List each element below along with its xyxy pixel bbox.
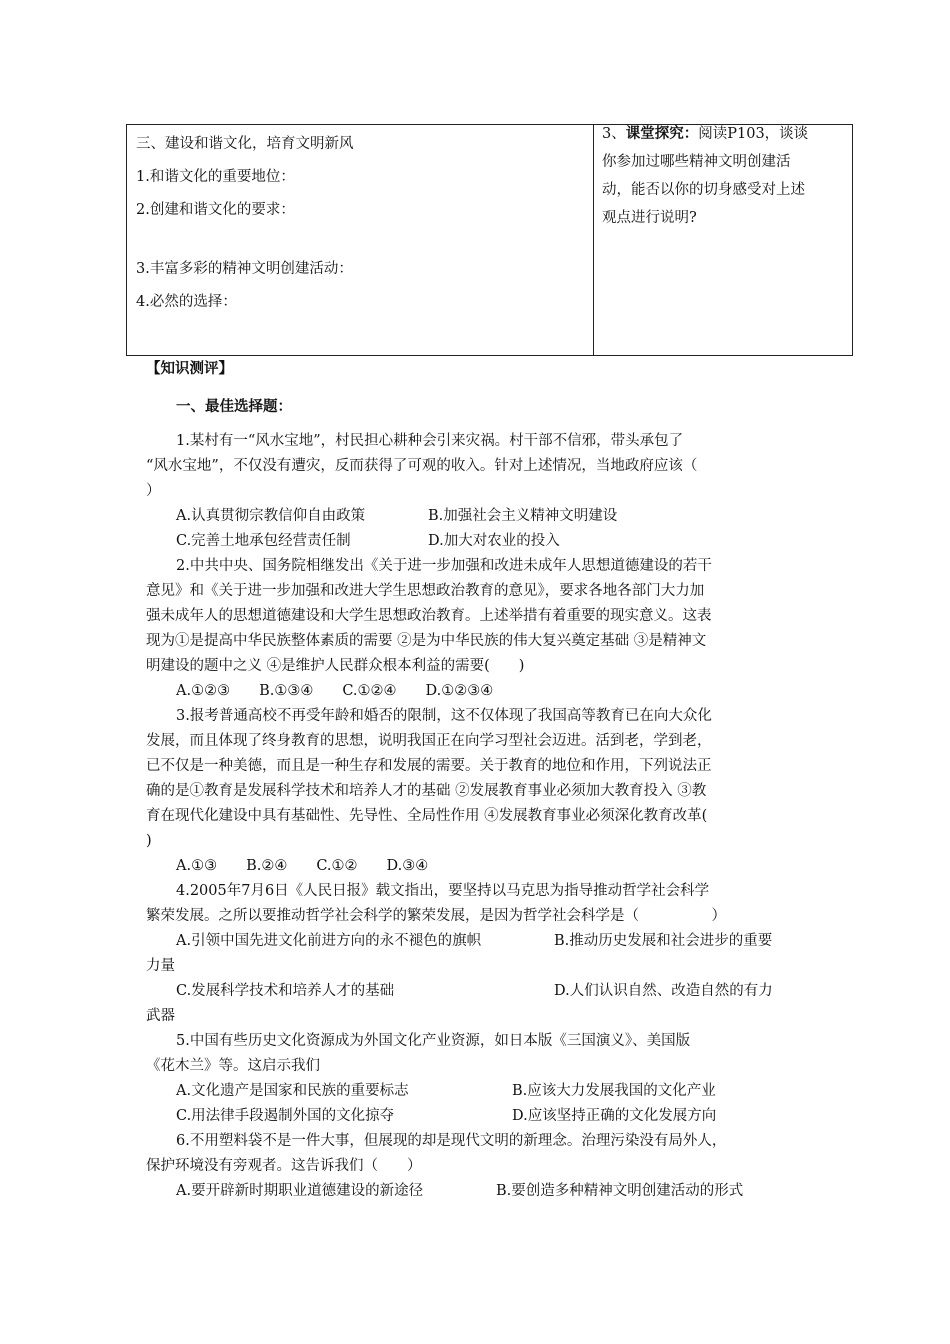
question-line: 意见》和《关于进一步加强和改进大学生思想政治教育的意见》，要求各地各部门大力加 — [146, 583, 705, 599]
question-line: 已不仅是一种美德，而且是一种生存和发展的需要。关于教育的地位和作用，下列说法正 — [146, 758, 712, 774]
question-line: “风水宝地”，不仅没有遭灾，反而获得了可观的收入。针对上述情况，当地政府应该（ — [146, 458, 698, 474]
question-line: ) — [146, 833, 152, 849]
notes-left-cell — [127, 125, 594, 356]
question-line: 繁荣发展。之所以要推动哲学社会科学的繁荣发展，是因为哲学社会科学是（ ） — [146, 908, 726, 924]
option-line: C.用法律手段遏制外国的文化掠夺 — [176, 1108, 395, 1124]
option-line: 武器 — [146, 1008, 175, 1024]
explore-label: 课堂探究： — [625, 125, 699, 142]
table-item-4: 4.必然的选择： — [136, 294, 237, 310]
explore-line-1: 3、课堂探究：阅读P103，谈谈 — [602, 125, 809, 142]
question-line: ） — [146, 483, 161, 499]
option-line: C.发展科学技术和培养人才的基础 — [176, 983, 395, 999]
option-line: C.完善土地承包经营责任制 — [176, 533, 351, 549]
question-line: 明建设的题中之义 ④是维护人民群众根本利益的需要( ) — [146, 658, 525, 674]
option-line: A.①②③ B.①③④ C.①②④ D.①②③④ — [176, 683, 494, 699]
option-line: B.推动历史发展和社会进步的重要 — [554, 933, 773, 949]
question-line: 育在现代化建设中具有基础性、先导性、全局性作用 ④发展教育事业必须深化教育改革( — [146, 808, 708, 824]
option-line: B.应该大力发展我国的文化产业 — [512, 1083, 716, 1099]
question-line: 现为①是提高中华民族整体素质的需要 ②是为中华民族的伟大复兴奠定基础 ③是精神文 — [146, 633, 707, 649]
option-line: B.要创造多种精神文明创建活动的形式 — [496, 1183, 744, 1199]
question-line: 确的是①教育是发展科学技术和培养人才的基础 ②发展教育事业必须加大教育投入 ③教 — [146, 783, 707, 799]
explore-line-2: 你参加过哪些精神文明创建活 — [602, 154, 791, 170]
question-line: 4.2005年7月6日《人民日报》载文指出，要坚持以马克思为指导推动哲学社会科学 — [176, 883, 710, 899]
explore-line-4: 观点进行说明? — [602, 210, 697, 226]
table-item-3: 3.丰富多彩的精神文明创建活动： — [136, 261, 353, 277]
question-line: 5.中国有些历史文化资源成为外国文化产业资源，如日本版《三国演义》、美国版 — [176, 1033, 691, 1049]
table-item-2: 2.创建和谐文化的要求： — [136, 202, 295, 218]
table-item-1: 1.和谐文化的重要地位： — [136, 169, 295, 185]
option-line: A.认真贯彻宗教信仰自由政策 — [176, 508, 366, 524]
explore-line-3: 动，能否以你的切身感受对上述 — [602, 182, 805, 198]
option-line: A.要开辟新时期职业道德建设的新途径 — [176, 1183, 424, 1199]
table-heading: 三、建设和谐文化，培育文明新风 — [136, 136, 354, 152]
option-line: D.人们认识自然、改造自然的有力 — [554, 983, 773, 999]
option-line: D.加大对农业的投入 — [428, 533, 560, 549]
option-line: A.文化遗产是国家和民族的重要标志 — [176, 1083, 409, 1099]
option-line: 力量 — [146, 958, 175, 974]
question-line: 《花木兰》等。这启示我们 — [146, 1058, 320, 1074]
question-line: 2.中共中央、国务院相继发出《关于进一步加强和改进未成年人思想道德建设的若干 — [176, 558, 712, 574]
sub-title: 一、最佳选择题： — [176, 398, 292, 415]
question-line: 强未成年人的思想道德建设和大学生思想政治教育。上述举措有着重要的现实意义。这表 — [146, 608, 712, 624]
option-line: A.①③ B.②④ C.①② D.③④ — [176, 858, 429, 874]
section-title: 【知识测评】 — [146, 360, 233, 377]
question-line: 1.某村有一“风水宝地”，村民担心耕种会引来灾祸。村干部不信邪，带头承包了 — [176, 433, 684, 449]
question-line: 3.报考普通高校不再受年龄和婚否的限制，这不仅体现了我国高等教育已在向大众化 — [176, 708, 712, 724]
option-line: A.引领中国先进文化前进方向的永不褪色的旗帜 — [176, 933, 482, 949]
option-line: D.应该坚持正确的文化发展方向 — [512, 1108, 717, 1124]
question-line: 发展，而且体现了终身教育的思想，说明我国正在向学习型社会迈进。活到老，学到老， — [146, 733, 712, 749]
question-line: 保护环境没有旁观者。这告诉我们（ ） — [146, 1158, 422, 1174]
option-line: B.加强社会主义精神文明建设 — [428, 508, 618, 524]
question-line: 6.不用塑料袋不是一件大事，但展现的却是现代文明的新理念。治理污染没有局外人， — [176, 1133, 727, 1149]
